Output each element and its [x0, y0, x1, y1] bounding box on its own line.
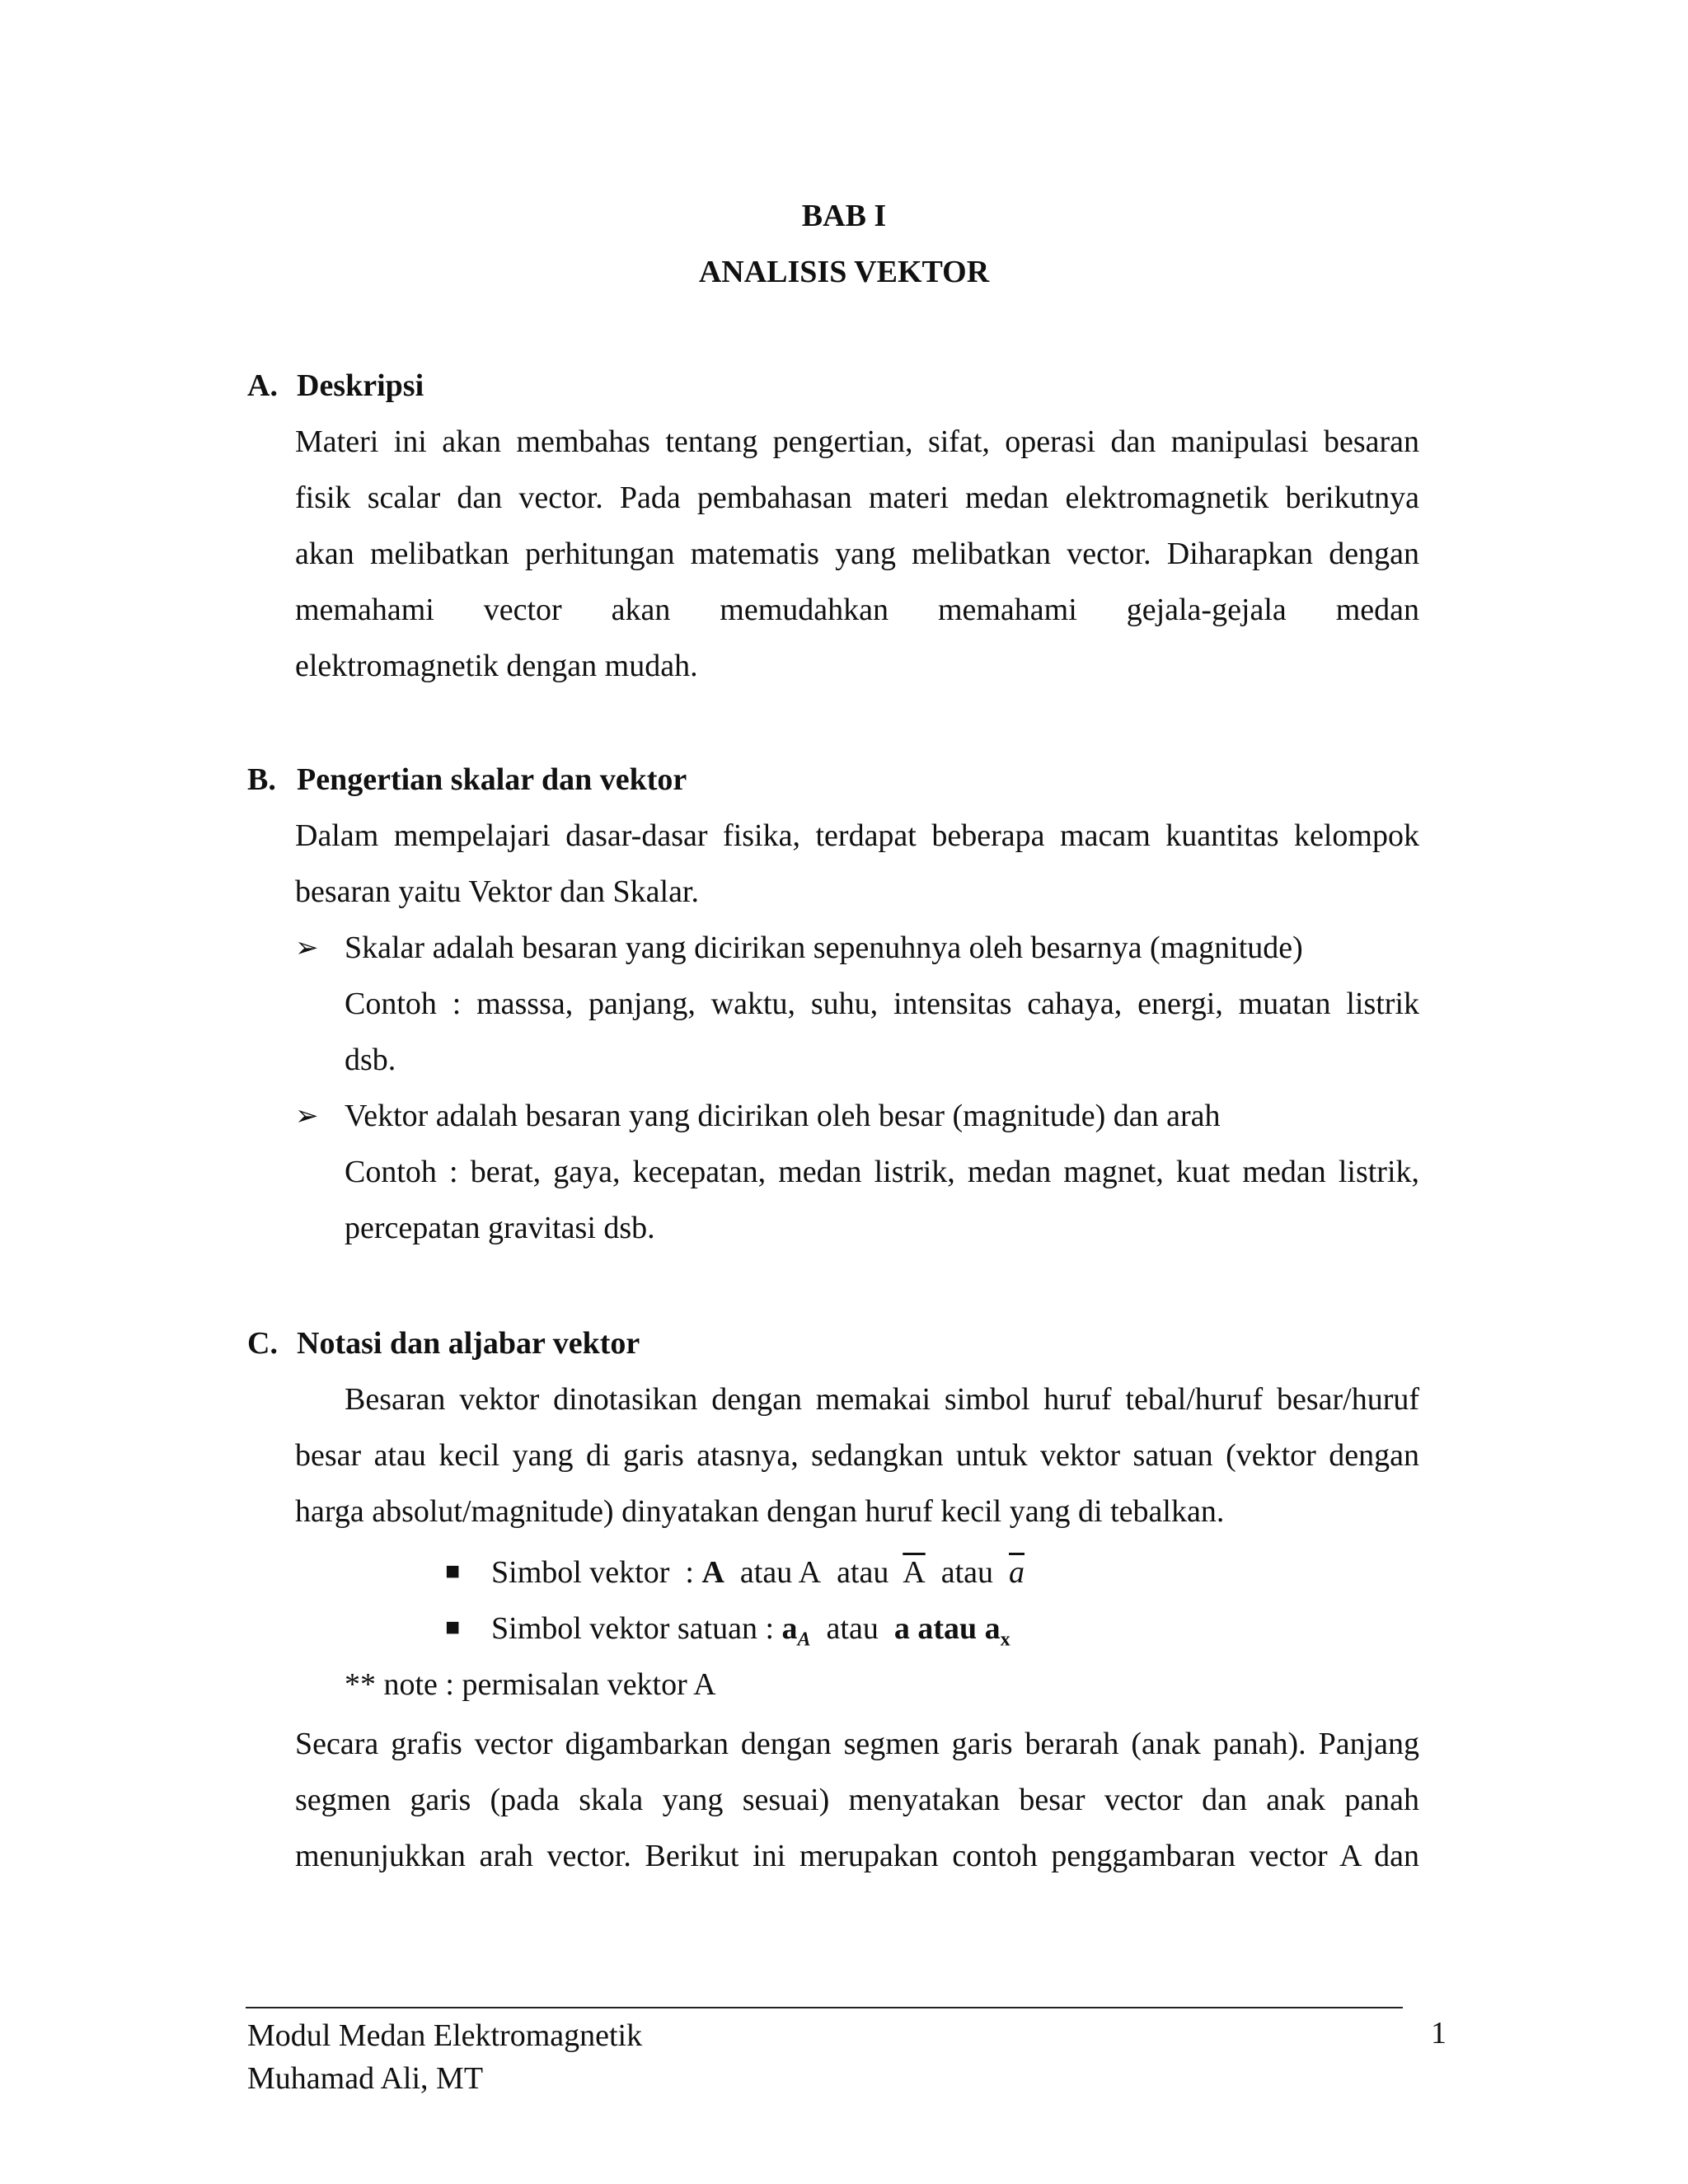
chapter-title: ANALISIS VEKTOR	[698, 255, 990, 289]
symbol-vector-label: Simbol vektor	[491, 1555, 670, 1590]
section-a-line-1: Materi ini akan membahas tentang pengertian, sifat, operasi dan manipulasi besaran	[295, 424, 1419, 459]
section-a-line-5: elektromagnetik dengan mudah.	[295, 649, 698, 683]
graph-line-2: segmen garis (pada skala yang sesuai) menyatakan besar vector dan anak panah	[295, 1783, 1419, 1817]
bullet-scalar-text: Skalar adalah besaran yang dicirikan sepenuhnya oleh besarnya (magnitude)	[345, 930, 1303, 965]
section-a-title: Deskripsi	[297, 368, 424, 403]
section-c-heading	[247, 1325, 640, 1361]
graph-line-3: menunjukkan arah vector. Berikut ini merupakan contoh penggambaran vector A dan	[295, 1839, 1419, 1873]
bullet-vector-example-1: Contoh : berat, gaya, kecepatan, medan listrik, medan magnet, kuat medan listrik,	[345, 1155, 1419, 1189]
section-a-letter: A.	[247, 368, 278, 403]
footer-module: Modul Medan Elektromagnetik	[247, 2018, 643, 2053]
section-c-title: Notasi dan aljabar vektor	[297, 1326, 640, 1361]
symbol-unit-a-main: a	[781, 1611, 798, 1646]
square-bullet-icon: ■	[445, 1558, 461, 1585]
symbol-overline-a: $\overline{A}$	[903, 1555, 926, 1590]
section-b-heading	[247, 762, 687, 798]
note-line: ** note : permisalan vektor A	[345, 1667, 716, 1702]
bullet-vector-text: Vektor adalah besaran yang dicirikan oleh besar (magnitude) dan arah	[345, 1099, 1221, 1133]
symbol-unit-label: Simbol vektor satuan :	[491, 1611, 775, 1646]
section-a-line-4: memahami vector akan memudahkan memahami gejala-gejala medan	[295, 593, 1419, 627]
page-number: 1	[1431, 2016, 1447, 2050]
bullet-scalar-example-1: Contoh : masssa, panjang, waktu, suhu, intensitas cahaya, energi, muatan listrik	[345, 987, 1419, 1021]
section-a-heading	[247, 368, 424, 404]
bullet-scalar-example-2: dsb.	[345, 1043, 396, 1077]
section-c-intro-line-1: Besaran vektor dinotasikan dengan memakai simbol huruf tebal/huruf besar/huruf	[345, 1382, 1419, 1417]
symbol-unit-a-sub: A	[797, 1629, 811, 1651]
symbol-unit-ax-sub: x	[1000, 1629, 1010, 1651]
section-b-intro-line-1: Dalam mempelajari dasar-dasar fisika, terdapat beberapa macam kuantitas kelompok	[295, 818, 1419, 853]
symbol-unit-ax-main: a	[984, 1611, 1001, 1646]
footer-divider	[246, 2007, 1403, 2008]
symbol-unit-bold-a: a	[893, 1611, 910, 1646]
section-b-intro-line-2: besaran yaitu Vektor dan Skalar.	[295, 874, 699, 909]
section-b-letter: B.	[247, 762, 276, 797]
bullet-vector-example-2: percepatan gravitasi dsb.	[345, 1211, 655, 1245]
symbol-vector-line: Simbol vektor : A atau A atau $\overline{A}$ atau $\overline{a}$	[491, 1555, 1025, 1590]
section-a-line-3: akan melibatkan perhitungan matematis yang melibatkan vector. Diharapkan dengan	[295, 537, 1419, 571]
chapter-number: BAB I	[801, 199, 887, 233]
symbol-unit-vector-line: Simbol vektor satuan : $a_A$ atau a atau $a_x$	[491, 1611, 1010, 1651]
section-c-letter: C.	[247, 1326, 278, 1361]
symbol-overline-small-a: $\overline{a}$	[1009, 1555, 1025, 1590]
arrow-bullet-icon: ➢	[295, 1101, 319, 1132]
symbol-bold-a: A	[701, 1555, 724, 1590]
graph-line-1: Secara grafis vector digambarkan dengan segmen garis berarah (anak panah). Panjang	[295, 1727, 1419, 1761]
arrow-bullet-icon: ➢	[295, 933, 319, 963]
section-c-intro-line-2: besar atau kecil yang di garis atasnya, sedangkan untuk vektor satuan (vektor dengan	[295, 1438, 1419, 1473]
footer-author: Muhamad Ali, MT	[247, 2061, 484, 2096]
symbol-plain-a: A	[798, 1555, 822, 1590]
section-c-intro-line-3: harga absolut/magnitude) dinyatakan dengan huruf kecil yang di tebalkan.	[295, 1494, 1225, 1529]
section-a-line-2: fisik scalar dan vector. Pada pembahasan materi medan elektromagnetik berikutnya	[295, 480, 1419, 515]
section-b-title: Pengertian skalar dan vektor	[297, 762, 687, 797]
square-bullet-icon: ■	[445, 1614, 461, 1641]
